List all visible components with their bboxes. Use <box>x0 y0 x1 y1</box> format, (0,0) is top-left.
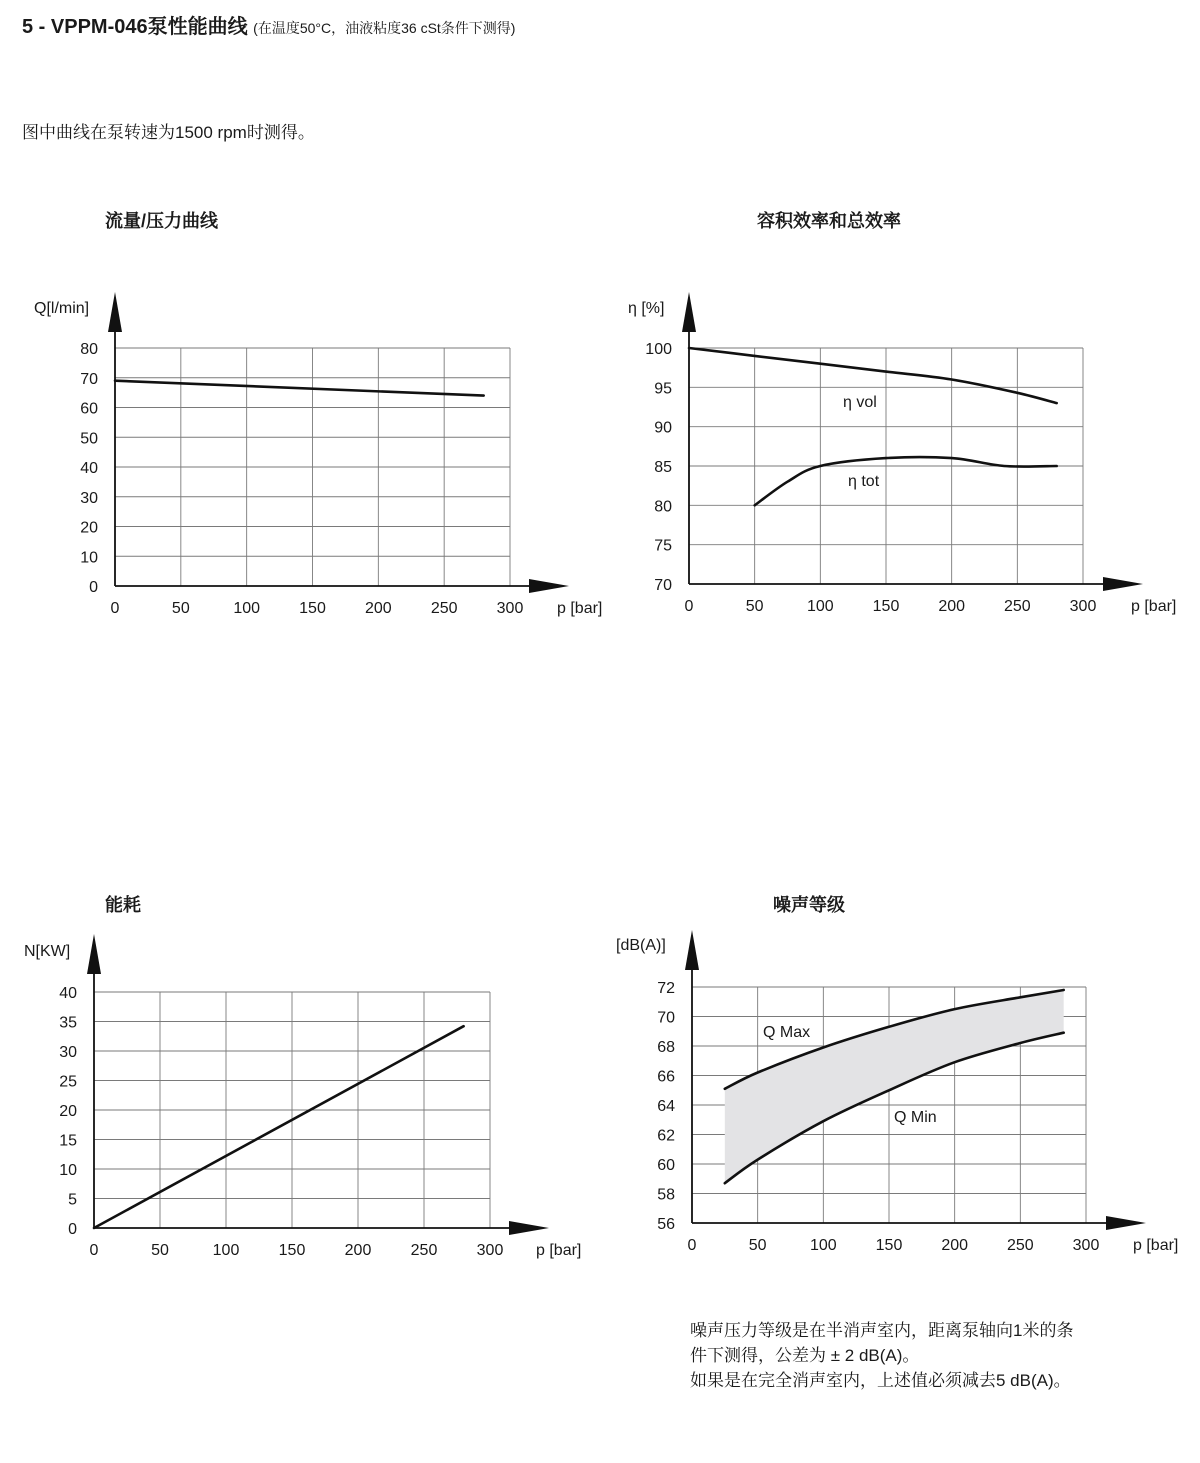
x-axis-label: p [bar] <box>1131 598 1177 615</box>
y-tick-label: 35 <box>59 1014 77 1032</box>
y-tick-label: 60 <box>80 400 98 418</box>
y-tick-label: 58 <box>657 1186 675 1204</box>
x-tick-label: 200 <box>364 600 392 617</box>
series-line-flow-1 <box>115 381 484 396</box>
x-axis-arrow-icon <box>509 1221 549 1235</box>
x-tick-label: 200 <box>344 1242 372 1259</box>
x-axis-arrow-icon <box>529 579 569 593</box>
y-tick-label: 30 <box>80 489 98 507</box>
x-tick-label: 0 <box>684 598 694 615</box>
x-tick-label: 100 <box>212 1242 240 1259</box>
y-axis-arrow-icon <box>108 292 122 332</box>
y-tick-label: 70 <box>654 577 672 594</box>
x-tick-label: 0 <box>687 1237 697 1254</box>
y-tick-label: 20 <box>80 519 98 537</box>
y-tick-label: 90 <box>654 419 672 437</box>
y-tick-label: 40 <box>80 460 98 477</box>
x-tick-label: 200 <box>941 1237 969 1254</box>
noise-notes <box>690 1318 1073 1393</box>
x-axis-arrow-icon <box>1106 1216 1146 1230</box>
x-tick-label: 50 <box>745 598 764 615</box>
y-axis-arrow-icon <box>685 930 699 970</box>
y-tick-label: 70 <box>80 370 98 388</box>
y-tick-label: 75 <box>654 537 672 555</box>
y-tick-label: 100 <box>645 341 672 358</box>
y-axis-arrow-icon <box>87 934 101 974</box>
x-axis-label: p [bar] <box>536 1242 582 1259</box>
y-tick-label: 5 <box>68 1191 77 1209</box>
y-tick-label: 60 <box>657 1157 675 1174</box>
x-tick-label: 0 <box>110 600 120 617</box>
chart-title-noise: 噪声等级 <box>773 895 845 915</box>
y-axis-arrow-icon <box>682 292 696 332</box>
x-tick-label: 300 <box>496 600 524 617</box>
intro-text: 图中曲线在泵转速为1500 rpm时测得。 <box>22 123 315 142</box>
chart-title-efficiency: 容积效率和总效率 <box>757 211 901 231</box>
x-tick-label: 150 <box>872 598 900 615</box>
x-tick-label: 250 <box>1006 1237 1034 1254</box>
y-tick-label: 10 <box>59 1162 77 1179</box>
series-label: η vol <box>843 394 877 411</box>
page-subtitle: (在温度50°C，油液粘度36 cSt条件下测得) <box>253 20 516 36</box>
y-tick-label: 56 <box>657 1216 675 1233</box>
y-axis-label: N[KW] <box>24 943 71 960</box>
x-tick-label: 100 <box>809 1237 837 1254</box>
note-line: 件下测得，公差为 ± 2 dB(A)。 <box>690 1346 920 1365</box>
note-line: 噪声压力等级是在半消声室内，距离泵轴向1米的条 <box>690 1321 1074 1340</box>
y-tick-label: 80 <box>80 341 98 358</box>
y-axis-label: η [%] <box>628 300 665 317</box>
x-tick-label: 100 <box>806 598 834 615</box>
series-label: Q Max <box>763 1024 811 1041</box>
y-tick-label: 25 <box>59 1073 77 1091</box>
y-tick-label: 40 <box>59 985 77 1002</box>
x-tick-label: 100 <box>233 600 261 617</box>
y-tick-label: 72 <box>657 980 675 997</box>
x-tick-label: 50 <box>151 1242 169 1259</box>
x-axis-arrow-icon <box>1103 577 1143 591</box>
x-tick-label: 50 <box>748 1237 767 1254</box>
x-tick-label: 0 <box>89 1242 99 1259</box>
y-tick-label: 66 <box>657 1068 675 1086</box>
series-label: η tot <box>848 473 880 490</box>
y-tick-label: 68 <box>657 1039 675 1056</box>
series-label: Q Min <box>894 1109 937 1126</box>
x-axis-label: p [bar] <box>1133 1237 1179 1254</box>
x-axis-label: p [bar] <box>557 600 603 617</box>
x-tick-label: 150 <box>875 1237 903 1254</box>
y-tick-label: 95 <box>654 380 672 398</box>
y-tick-label: 0 <box>89 579 98 596</box>
note-line: 如果是在完全消声室内，上述值必须减去5 dB(A)。 <box>690 1371 1071 1390</box>
x-tick-label: 50 <box>171 600 190 617</box>
series-line-efficiency-2 <box>755 457 1057 505</box>
y-tick-label: 15 <box>59 1132 77 1150</box>
page-title: 5 - VPPM-046泵性能曲线 <box>22 16 248 38</box>
y-tick-label: 80 <box>654 498 672 516</box>
y-tick-label: 62 <box>657 1127 675 1145</box>
series-line-power-1 <box>94 1026 464 1228</box>
x-tick-label: 200 <box>938 598 966 615</box>
y-tick-label: 64 <box>657 1098 675 1115</box>
y-tick-label: 85 <box>654 459 672 476</box>
x-tick-label: 150 <box>278 1242 306 1259</box>
chart-title-flow: 流量/压力曲线 <box>105 211 219 231</box>
y-tick-label: 70 <box>657 1009 675 1027</box>
chart-title-power: 能耗 <box>105 895 141 915</box>
y-tick-label: 50 <box>80 430 98 448</box>
x-tick-label: 250 <box>430 600 458 617</box>
x-tick-label: 300 <box>476 1242 504 1259</box>
x-tick-label: 250 <box>1003 598 1031 615</box>
x-tick-label: 150 <box>299 600 326 617</box>
y-tick-label: 20 <box>59 1103 77 1120</box>
x-tick-label: 250 <box>410 1242 438 1259</box>
y-axis-label: Q[l/min] <box>34 300 90 317</box>
x-tick-label: 300 <box>1072 1237 1100 1254</box>
x-tick-label: 300 <box>1069 598 1097 615</box>
y-axis-label: [dB(A)] <box>616 937 666 954</box>
y-tick-label: 10 <box>80 549 98 567</box>
y-tick-label: 30 <box>59 1044 77 1061</box>
y-tick-label: 0 <box>68 1221 77 1238</box>
